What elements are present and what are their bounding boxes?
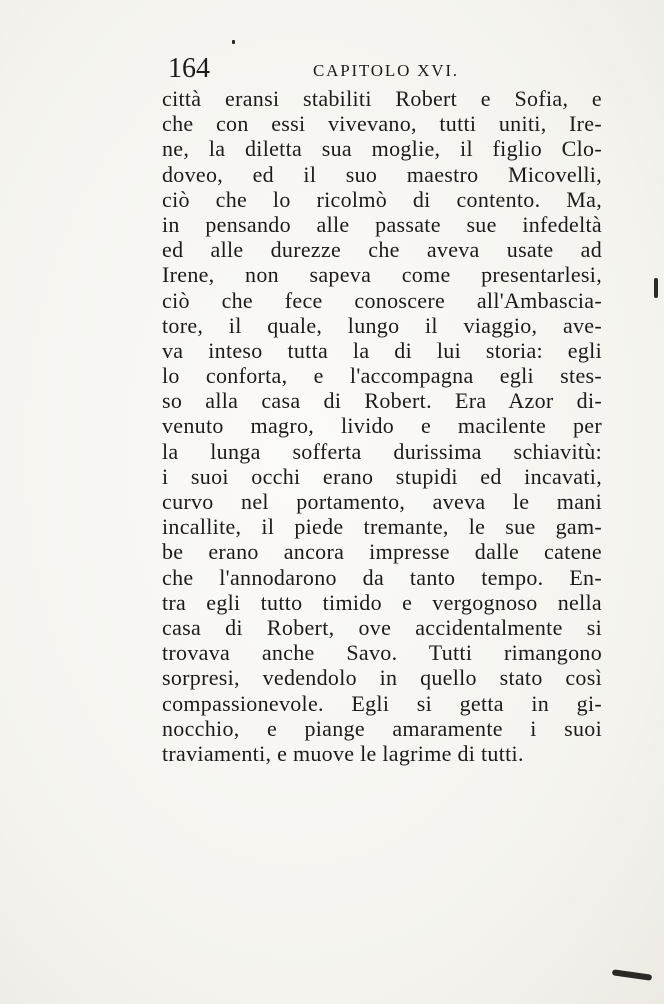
text-line: so alla casa di Robert. Era Azor di- (162, 388, 602, 414)
ink-speck (232, 40, 235, 44)
text-line: i suoi occhi erano stupidi ed incavati, (162, 463, 602, 489)
text-line: tra egli tutto timido e vergognoso nella (162, 589, 602, 615)
text-line: nocchio, e piange amaramente i suoi (162, 715, 602, 741)
text-line: be erano ancora impresse dalle catene (162, 539, 602, 565)
text-line: casa di Robert, ove accidentalmente si (162, 614, 602, 640)
text-line: sorpresi, vedendolo in quello stato così (162, 665, 602, 691)
text-line: trovava anche Savo. Tutti rimangono (162, 640, 602, 666)
body-text (162, 86, 602, 766)
text-line: lo conforta, e l'accompagna egli stes- (162, 363, 602, 389)
text-line: va inteso tutta la di lui storia: egli (162, 337, 602, 363)
text-line: che l'annodarono da tanto tempo. En- (162, 564, 602, 590)
chapter-title: CAPITOLO XVI. (313, 61, 459, 80)
text-line: città eransi stabiliti Robert e Sofia, e (162, 86, 602, 111)
text-line: traviamenti, e muove le lagrime di tutti. (162, 740, 524, 766)
scan-edge-mark (654, 278, 658, 298)
text-line: ciò che fece conoscere all'Ambascia- (162, 287, 602, 313)
text-line: doveo, ed il suo maestro Micovelli, (162, 161, 602, 187)
text-line: curvo nel portamento, aveva le mani (162, 489, 602, 514)
page-number: 164 (168, 53, 210, 84)
text-line: ne, la diletta sua moglie, il figlio Clo- (162, 136, 602, 162)
text-line: incallite, il piede tremante, le sue gam- (162, 514, 602, 540)
text-line: la lunga sofferta durissima schiavitù: (162, 438, 602, 464)
text-line: ed alle durezze che aveva usate ad (162, 237, 602, 263)
text-line: tore, il quale, lungo il viaggio, ave- (162, 312, 602, 338)
text-line: venuto magro, livido e macilente per (162, 413, 602, 439)
text-line: compassionevole. Egli si getta in gi- (162, 690, 602, 716)
text-line: ciò che lo ricolmò di contento. Ma, (162, 186, 602, 212)
text-line: Irene, non sapeva come presentarlesi, (162, 262, 602, 288)
text-line: che con essi vivevano, tutti uniti, Ire- (162, 111, 602, 137)
text-line: in pensando alle passate sue infedeltà (162, 211, 602, 237)
scan-edge-mark (612, 969, 652, 981)
running-head (168, 52, 468, 86)
